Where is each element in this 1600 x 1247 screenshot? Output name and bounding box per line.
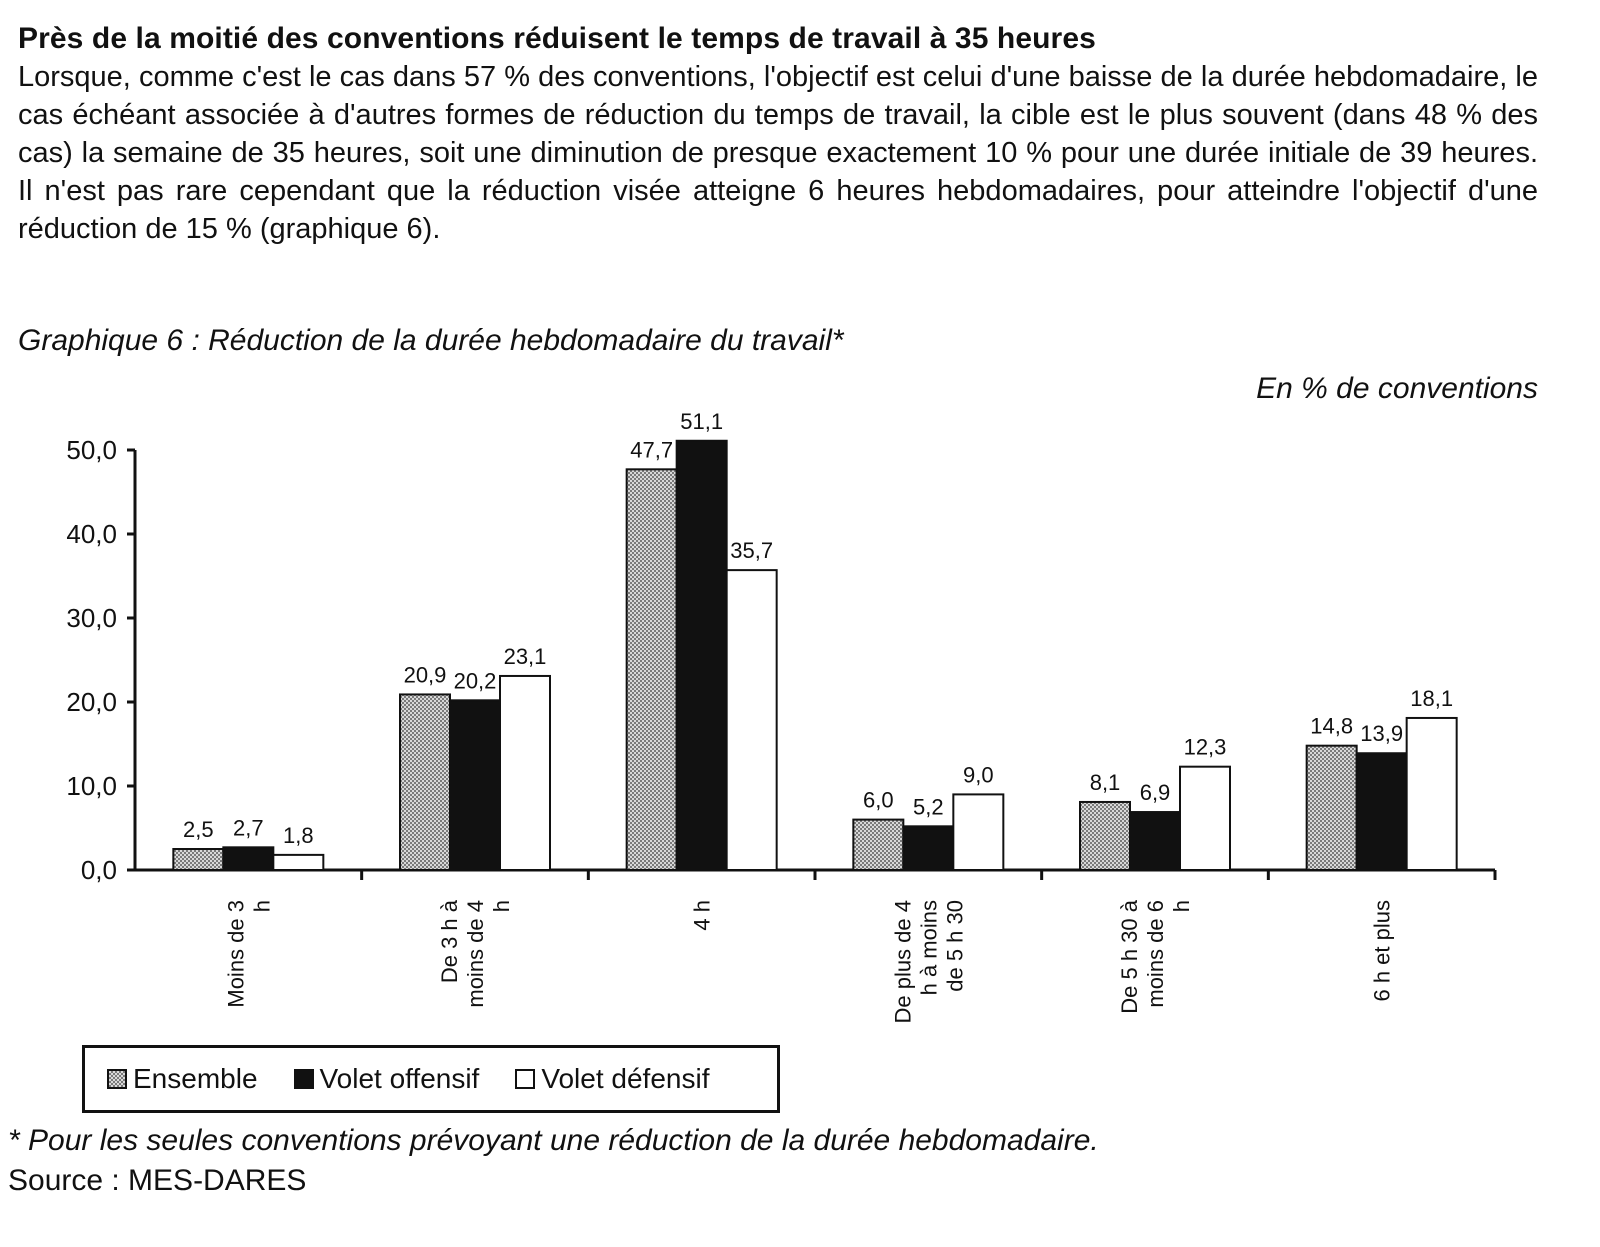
bar-ensemble — [173, 849, 223, 870]
category-label — [437, 899, 514, 1007]
footnote: * Pour les seules conventions prévoyant une réduction de la durée hebdomadaire. — [8, 1124, 1099, 1157]
data-label-volet-defensif: 23,1 — [503, 643, 547, 669]
bar-volet-offensif — [1130, 812, 1180, 870]
chart-title: Graphique 6 : Réduction de la durée hebdomadaire du travail* — [18, 324, 844, 357]
data-label-ensemble: 6,0 — [863, 787, 894, 813]
legend-swatch-volet-offensif — [294, 1069, 314, 1089]
bar-volet-defensif — [727, 570, 777, 870]
heading: Près de la moitié des conventions réduisent le temps de travail à 35 heures — [18, 22, 1096, 55]
category-label-text — [437, 899, 514, 1007]
category-label — [890, 900, 967, 1024]
category-label-text — [1117, 899, 1194, 1014]
chart-bars — [173, 441, 1456, 870]
intro-paragraph: Lorsque, comme c'est le cas dans 57 % des conventions, l'objectif est celui d'une baisse de la durée hebdomadaire, le cas échéant associée à d'autres formes de réduction du temps de travail, la cible est le plus souvent (dans 48 % des cas) la semaine de 35 heures, soit une diminution de presque exactement 10 % pour une durée initiale de 39 heures. Il n'est pas rare cependant que la réduction visée atteigne 6 heures hebdomadaires, pour atteindre l'objectif d'une réduction de 15 % (graphique 6). — [18, 61, 1538, 245]
legend-swatch-ensemble — [107, 1069, 127, 1089]
bar-volet-defensif — [273, 855, 323, 870]
category-label-text — [890, 900, 967, 1024]
y-tick-label: 10,0 — [66, 771, 117, 801]
y-tick-label: 0,0 — [80, 855, 117, 885]
source: Source : MES-DARES — [8, 1164, 307, 1197]
bar-volet-offensif — [223, 847, 273, 870]
data-label-volet-defensif: 35,7 — [730, 538, 774, 564]
bar-ensemble — [1307, 746, 1357, 870]
category-label-line: De 3 h à — [437, 900, 462, 984]
data-label-volet-defensif: 18,1 — [1410, 685, 1454, 711]
category-label-line: h — [249, 900, 275, 913]
category-label — [690, 900, 715, 931]
category-label-line: De plus de 4 — [890, 900, 916, 1024]
bar-volet-offensif — [903, 826, 953, 870]
data-label-volet-defensif: 9,0 — [963, 762, 994, 788]
chart-labels — [183, 409, 1453, 1024]
chart-unit-label: En % de conventions — [1256, 372, 1538, 405]
legend-swatch-volet-defensif — [515, 1069, 535, 1089]
category-label-text — [1370, 900, 1395, 1002]
y-tick-label: 30,0 — [66, 603, 117, 633]
bar-volet-defensif — [953, 794, 1003, 870]
data-label-volet-offensif: 5,2 — [913, 794, 944, 820]
category-label-line: h — [1169, 900, 1194, 913]
category-label — [1117, 899, 1194, 1014]
category-label-text — [223, 900, 274, 1008]
category-label-line: h à moins — [916, 900, 942, 996]
bar-ensemble — [853, 820, 903, 870]
category-label-line: 6 h et plus — [1369, 900, 1395, 1002]
y-tick-label: 50,0 — [66, 435, 117, 465]
category-label — [223, 900, 274, 1008]
bar-volet-offensif — [1357, 753, 1407, 870]
data-label-volet-offensif: 13,9 — [1360, 721, 1404, 747]
bar-ensemble — [1080, 802, 1130, 870]
data-label-volet-defensif: 12,3 — [1183, 734, 1227, 760]
bar-volet-defensif — [1180, 767, 1230, 870]
category-label-line: De 5 h 30 à — [1117, 900, 1142, 1014]
bar-volet-offensif — [677, 441, 727, 870]
y-tick-label: 20,0 — [66, 687, 117, 717]
legend-item-volet-offensif — [294, 1063, 480, 1095]
data-label-volet-defensif: 1,8 — [283, 822, 314, 848]
category-label-line: 4 h — [689, 900, 715, 931]
legend-item-volet-defensif — [515, 1063, 709, 1095]
category-label — [1370, 900, 1395, 1002]
legend-label-ensemble: Ensemble — [133, 1063, 258, 1094]
category-label-text — [690, 900, 715, 931]
data-label-volet-offensif: 2,7 — [233, 815, 264, 841]
bar-chart — [0, 400, 1600, 1040]
data-label-volet-offensif: 20,2 — [453, 668, 497, 694]
category-label-line: moins de 6 — [1143, 900, 1168, 1008]
bar-volet-offensif — [450, 700, 500, 870]
legend-label-volet-defensif: Volet défensif — [541, 1063, 710, 1094]
category-label-line: Moins de 3 — [223, 900, 249, 1008]
data-label-volet-offensif: 6,9 — [1139, 780, 1171, 806]
bar-ensemble — [400, 694, 450, 870]
chart-legend — [82, 1045, 780, 1113]
data-label-ensemble: 14,8 — [1310, 713, 1354, 739]
legend-item-ensemble — [107, 1063, 258, 1095]
chart-axes — [66, 435, 1495, 885]
y-tick-label: 40,0 — [66, 519, 117, 549]
bar-ensemble — [627, 469, 677, 870]
category-label-line: de 5 h 30 — [942, 900, 968, 992]
data-label-ensemble: 47,7 — [630, 437, 674, 463]
category-label-line: h — [489, 900, 514, 913]
data-label-ensemble: 2,5 — [183, 817, 214, 842]
data-label-ensemble: 8,1 — [1089, 769, 1121, 795]
bar-volet-defensif — [1407, 718, 1457, 870]
data-label-ensemble: 20,9 — [403, 662, 447, 688]
data-label-volet-offensif: 51,1 — [680, 408, 724, 434]
legend-label-volet-offensif: Volet offensif — [319, 1063, 480, 1094]
category-label-line: moins de 4 — [463, 900, 488, 1008]
bar-volet-defensif — [500, 676, 550, 870]
